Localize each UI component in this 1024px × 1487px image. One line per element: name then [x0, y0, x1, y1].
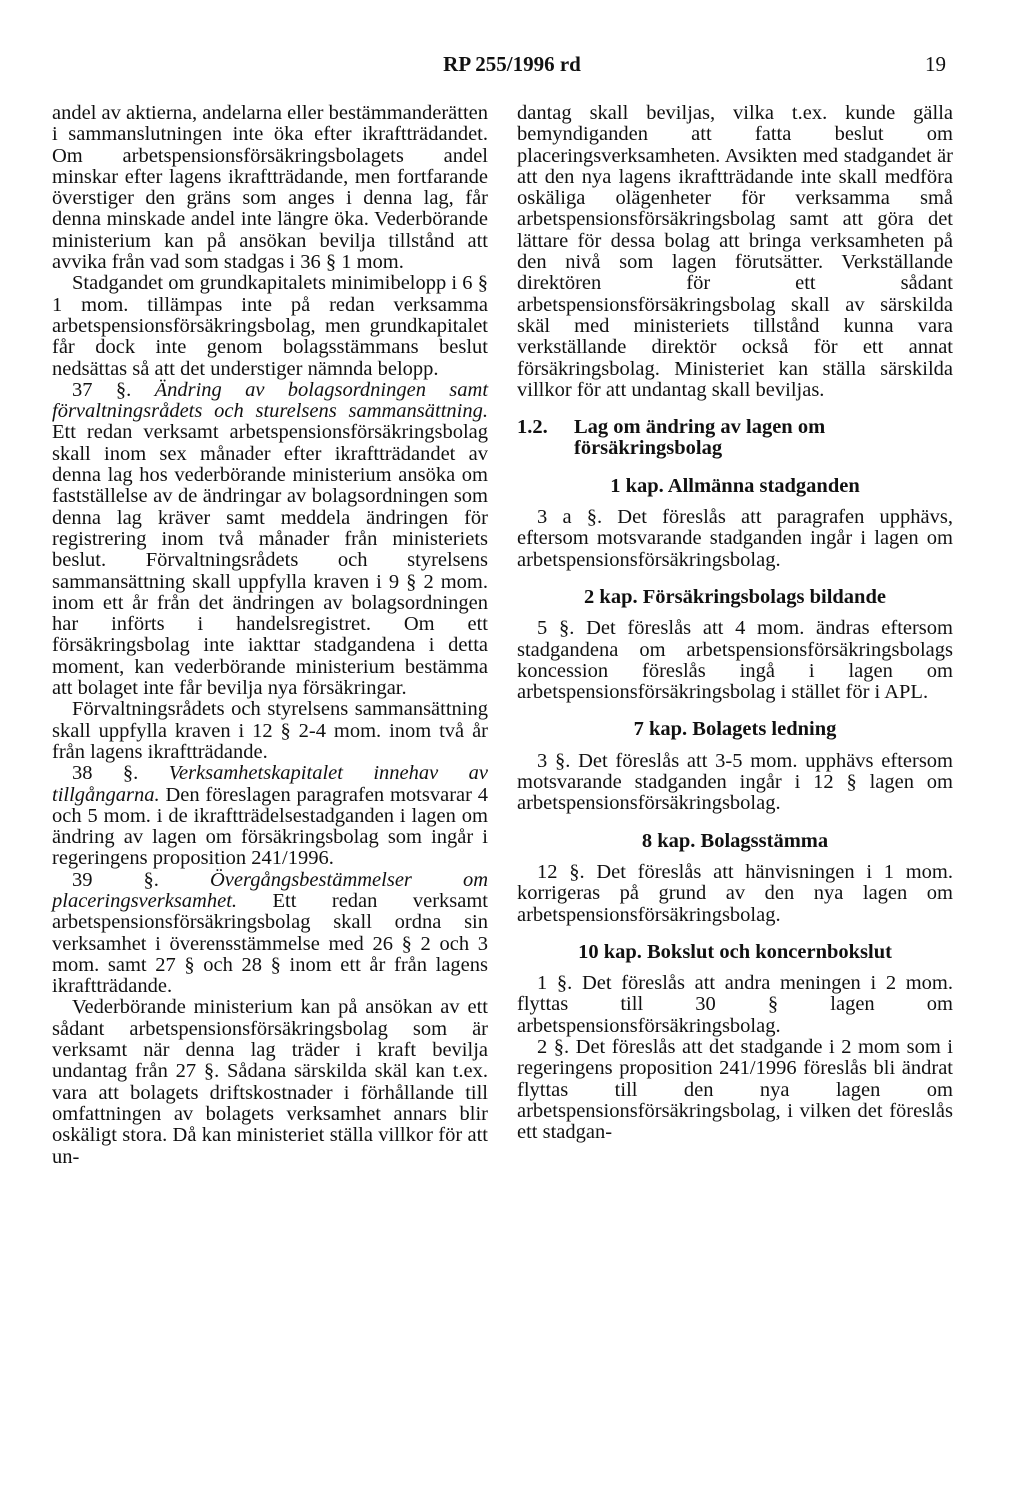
chapter-heading: 7 kap. Bolagets ledning: [633, 718, 837, 741]
page-header: [0, 52, 1024, 82]
chapter-heading: 8 kap. Bolagsstämma: [641, 829, 829, 852]
paragraph: 2 §. Det föreslås att det stadgande i 2 mom som i regeringens proposition 241/1996 föreslås bli ändrat flyttas till den nya lagen om arbetspensionsförsäkringsbolag, i vilken det föreslås ett stadgan-: [517, 1035, 953, 1144]
section-title: Verksamhetskapitalet innehav av tillgångarna.: [52, 762, 489, 806]
section-37: [52, 380, 488, 699]
section-title: Övergångsbestämmelser om placeringsverksamhet.: [52, 868, 488, 912]
section-body: Ett redan verksamt arbetspensionsförsäkringsbolag skall inom sex månader efter ikraftträdandet av denna lag hos vederbörande ministerium ansöka om fastställelse av de ändringar av bolagsordningen som denna lag kräver samt meddela ändringen för registrering inom två månader från ministeriets beslut. Förvaltningsrådets och styrelsens sammansättning skall uppfylla kraven i 9 § 2 mom. inom ett år från det ändringen av bolagsordningen har införts i handelsregistret. Om ett försäkringsbolag inte iakttar stadgandena i detta moment, kan vederbörande ministerium bestämma att bolaget inte får bevilja nya försäkringar.: [52, 421, 488, 700]
section-39: [52, 870, 488, 998]
section-body: Ett redan verksamt arbetspensionsförsäkringsbolag skall ordna sin verksamhet i överensstämmelse med 26 § 2 och 3 mom. samt 27 § och 28 § inom ett år från lagens ikraftträdande.: [52, 889, 488, 998]
paragraph: Förvaltningsrådets och styrelsens sammansättning skall uppfylla kraven i 12 § 2-4 mom. inom två år från lagens ikraftträdande.: [52, 698, 488, 763]
chapter-heading: 2 kap. Försäkringsbolags bildande: [584, 585, 886, 608]
paragraph: 12 §. Det föreslås att hänvisningen i 1 mom. korrigeras på grund av den nya lagen om arbetspensionsförsäkringsbolag.: [517, 860, 953, 926]
section-number: 37 §.: [72, 378, 132, 401]
page-number: 19: [925, 52, 946, 76]
section-body: Den föreslagen paragrafen motsvarar 4 och 5 mom. i de ikraftträdelsestadganden i lagen om ändring av lagen om försäkringsbolag som ingår i regeringens proposition 241/1996.: [52, 783, 488, 870]
paragraph: dantag skall beviljas, vilka t.ex. kunde gälla bemyndiganden att fatta beslut om placeringsverksamheten. Avsikten med stadgandet är att den nya lagens ikraftträdande inte skall medföra oskäliga olägenheter för verksamma små arbetspensionsförsäkringsbolag samt att göra det lättare för dessa bolag att bringa verksamheten på den nivå som lagen förutsätter. Verkställande direktören för ett sådant arbetspensionsförsäkringsbolag skall av särskilda skäl med ministeriets tillstånd kunna vara verkställande direktör också för ett annat försäkringsbolag. Ministeriet kan ställa särskilda villkor för att undantag skall beviljas.: [517, 102, 953, 401]
paragraph: 3 §. Det föreslås att 3-5 mom. upphävs eftersom motsvarande stadganden ingår i 12 § lagen om arbetspensionsförsäkringsbolag.: [517, 749, 953, 815]
section-heading-number: 1.2.: [517, 416, 548, 439]
chapter-heading: 10 kap. Bokslut och koncernbokslut: [578, 940, 892, 963]
paragraph: 3 a §. Det föreslås att paragrafen upphävs, eftersom motsvarande stadganden ingår i lagen om arbetspensionsförsäkringsbolag.: [517, 506, 953, 571]
section-number: 38 §.: [72, 762, 139, 785]
section-heading-title: Lag om ändring av lagen om försäkringsbolag: [574, 416, 826, 460]
section-title: Ändring av bolagsordningen samt förvaltningsrådets och sturelsens sammansättning.: [52, 378, 489, 423]
section-number: 39 §.: [72, 868, 159, 891]
paragraph: 1 §. Det föreslås att andra meningen i 2 mom. flyttas till 30 § lagen om arbetspensionsförsäkringsbolag.: [517, 972, 953, 1037]
paragraph: 5 §. Det föreslås att 4 mom. ändras eftersom stadgandena om arbetspensionsförsäkringsbolags koncession föreslås ingå i lagen om arbetspensionsförsäkringsbolag i stället för i APL.: [517, 617, 953, 704]
section-38: [52, 763, 488, 869]
paragraph: Vederbörande ministerium kan på ansökan av ett sådant arbetspensionsförsäkringsbolag som är verksamt när denna lag träder i kraft bevilja undantag från 27 §. Sådana särskilda skäl kan t.ex. vara att bolagets driftskostnader i förhållande till omfattningen av bolagets verksamhet annars blir oskäligt stora. Då kan ministeriet ställa villkor för att un-: [52, 996, 488, 1168]
document-id: RP 255/1996 rd: [443, 52, 581, 76]
paragraph: andel av aktierna, andelarna eller bestämmanderätten i sammanslutningen inte öka efter ikraftträdandet. Om arbetspensionsförsäkringsbolagets andel minskar efter lagens ikraftträdande, men fortfarande överstiger den gräns som anges i denna lag, får denna minskade andel inte längre öka. Vederbörande ministerium kan på ansökan bevilja tillstånd att avvika från vad som stadgas i 36 § 1 mom.: [52, 102, 488, 274]
right-column: [517, 103, 953, 1143]
paragraph: Stadgandet om grundkapitalets minimibelopp i 6 § 1 mom. tillämpas inte på redan verksamma arbetspensionsförsäkringsbolag, men grundkapitalet får dock inte genom bolagsstämmans beslut nedsättas så att det understiger nämnda belopp.: [52, 272, 488, 380]
chapter-heading: 1 kap. Allmänna stadganden: [610, 474, 860, 497]
left-column: [52, 103, 488, 1168]
section-heading: [517, 417, 953, 460]
